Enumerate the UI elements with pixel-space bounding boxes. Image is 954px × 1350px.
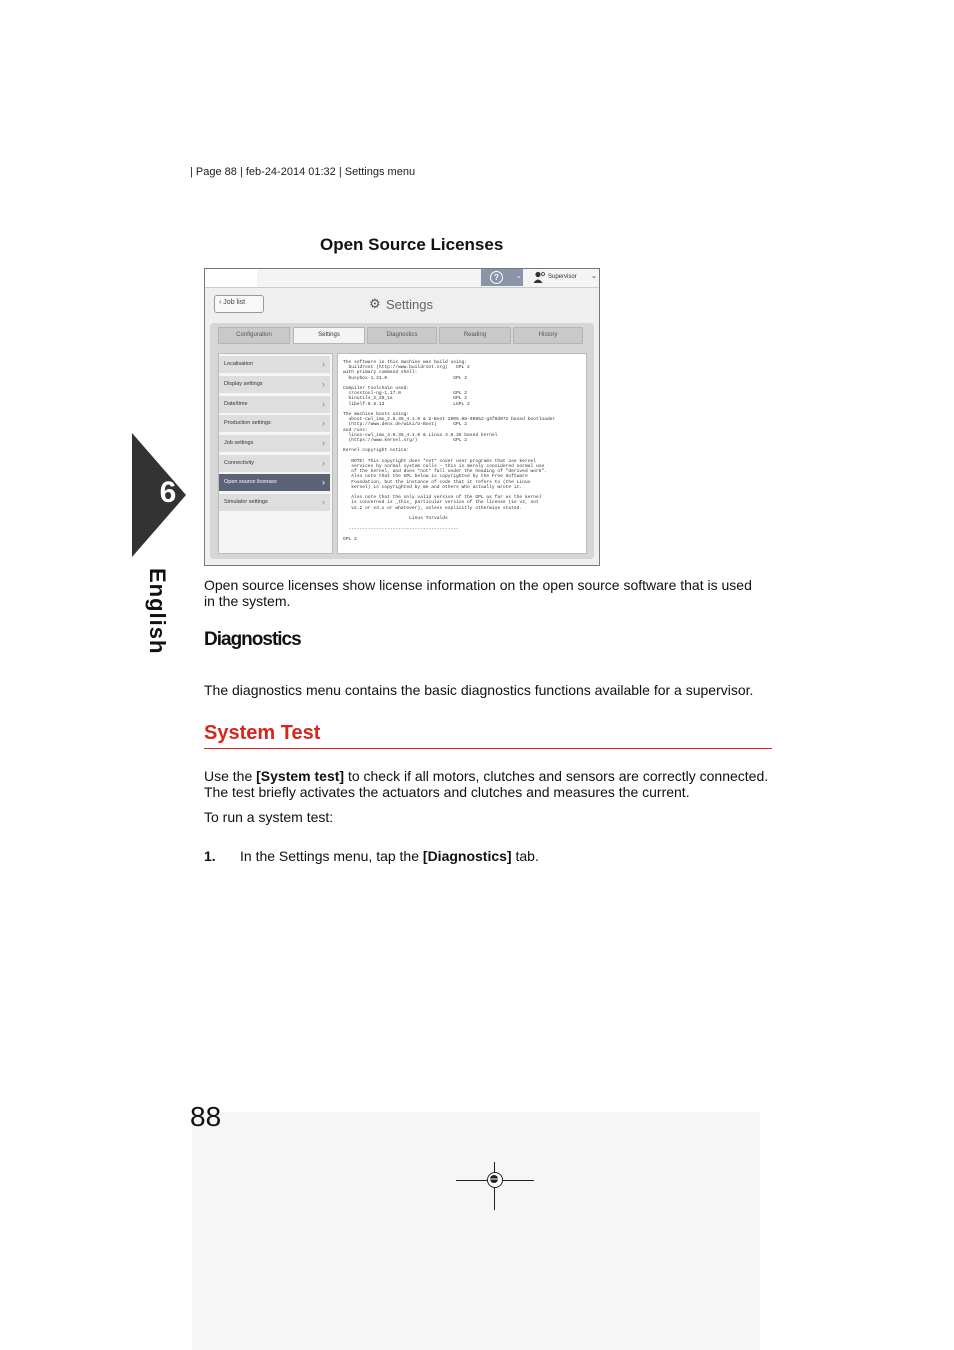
chevron-right-icon: ›	[322, 359, 325, 369]
screen-title: Settings	[386, 297, 433, 312]
heading-rule	[204, 748, 772, 749]
step-post: tab.	[511, 848, 539, 864]
sidebar-item-simulator-settings[interactable]	[219, 494, 330, 513]
user-menu-label[interactable]: Supervisor	[548, 274, 577, 280]
tab-reading[interactable]: Reading	[439, 327, 511, 344]
sidebar-item-label: Date/time	[224, 401, 248, 407]
sidebar-item-label: Production settings	[224, 420, 271, 426]
system-test-line-1	[204, 768, 768, 784]
sidebar-item-label: Simulator settings	[224, 499, 268, 505]
chevron-down-icon[interactable]: ⌄	[591, 273, 597, 280]
diagnostics-text: The diagnostics menu contains the basic diagnostics functions available for a supervisor.	[204, 682, 754, 698]
intro-line-2: in the system.	[204, 593, 291, 609]
system-test-button-ref: [System test]	[256, 768, 345, 784]
sidebar-item-open-source-licenses[interactable]	[219, 474, 330, 493]
sidebar-item-label: Open source licenses	[224, 479, 277, 485]
page-bottom-shade	[192, 1112, 760, 1350]
chevron-right-icon: ›	[322, 379, 325, 389]
sidebar-item-label: Job settings	[224, 440, 254, 446]
language-label: English	[145, 568, 170, 655]
registration-mark-icon	[490, 1175, 498, 1183]
user-icon	[533, 271, 545, 286]
tab-configuration[interactable]: Configuration	[218, 327, 290, 344]
tab-diagnostics[interactable]: Diagnostics	[367, 327, 437, 344]
system-test-post: to check if all motors, clutches and sensors are correctly connected.	[344, 768, 769, 784]
sidebar-item-label: Display settings	[224, 381, 263, 387]
sidebar-item-display-settings[interactable]	[219, 376, 330, 395]
gear-icon: ⚙	[369, 296, 381, 311]
diagnostics-tab-ref: [Diagnostics]	[422, 848, 512, 864]
chevron-down-icon[interactable]: ⌄	[516, 273, 522, 280]
chevron-right-icon: ›	[322, 438, 325, 448]
top-bar-blank	[205, 269, 257, 287]
intro-line-1: Open source licenses show license information on the open source software that is used	[204, 577, 752, 593]
sidebar-item-production-settings[interactable]	[219, 415, 330, 434]
chevron-right-icon: ›	[322, 418, 325, 428]
back-arrow-icon: ‹	[219, 299, 222, 306]
question-circle-icon[interactable]: ?	[490, 271, 503, 284]
job-list-label	[219, 299, 245, 306]
system-test-pre: Use the	[204, 768, 257, 784]
sidebar-item-date-time[interactable]	[219, 396, 330, 415]
sidebar-item-job-settings[interactable]	[219, 435, 330, 454]
sidebar-item-label: Connectivity	[224, 460, 254, 466]
chevron-right-icon: ›	[322, 458, 325, 468]
system-test-heading: System Test	[204, 722, 321, 744]
chevron-right-icon: ›	[322, 399, 325, 409]
settings-screenshot	[204, 268, 600, 566]
license-text: The software in this machine was build using: buildroot (http://www.buildroot.org) GPL 2 with primary command shell: busybox-1.21.0 GPL 2 Compiler toolchain used: crosstool-ng-1.17.0 GPL 2 binutils_2_20_1a GPL 2 libelf-0.8.13 LGPL 2 The machine boots using: uboot-cwl_imx_2.6.35_4.1.0 & U-Boot 2009.08-00852-g4f0d072 based bootloader (http://www.denx.de/wiki/U-Boot) GPL 2 and runs: linux-cwl_imx_3.0.35_4.1.0 & Linux 3.0.35 based kernel (https://www.kernel.org/) GPL 2 Kernel copyright notice: NOTE! This copyright does *not* cover user programs that use kernel services by normal system calls - this is merely considered normal use of the kernel, and does *not* fall under the heading of "derived work". Also note that the GPL below is copyrighted by the Free Software Foundation, but the instance of code that it refers to (the Linux kernel) is copyrighted by me and others who actually wrote it. Also note that the only valid version of the GPL as far as the kernel is concerned is _this_ particular version of the license (ie v2, not v2.2 or v3.x or whatever), unless explicitly otherwise stated. Linus Torvalds ---------------------------------------- GPL 2	[343, 360, 556, 542]
tab-history[interactable]: History	[513, 327, 583, 344]
step-pre: In the Settings menu, tap the	[240, 848, 423, 864]
chevron-right-icon: ›	[322, 477, 325, 487]
sidebar-item-localisation[interactable]	[219, 356, 330, 375]
sidebar-item-label: Localisation	[224, 361, 254, 367]
step-text	[240, 848, 539, 864]
running-header: | Page 88 | feb-24-2014 01:32 | Settings menu	[190, 166, 416, 178]
diagnostics-heading: Diagnostics	[204, 629, 301, 650]
section-title: Open Source Licenses	[320, 235, 504, 254]
page-number: 88	[190, 1101, 222, 1132]
chevron-right-icon: ›	[322, 497, 325, 507]
to-run-text: To run a system test:	[204, 809, 334, 825]
job-list-text: Job list	[223, 299, 246, 306]
system-test-line-2: The test briefly activates the actuators and clutches and measures the current.	[204, 784, 690, 800]
chapter-number: 6	[159, 476, 177, 509]
sidebar-item-connectivity[interactable]	[219, 455, 330, 474]
tab-settings[interactable]: Settings	[293, 327, 365, 344]
step-number: 1.	[204, 848, 216, 864]
